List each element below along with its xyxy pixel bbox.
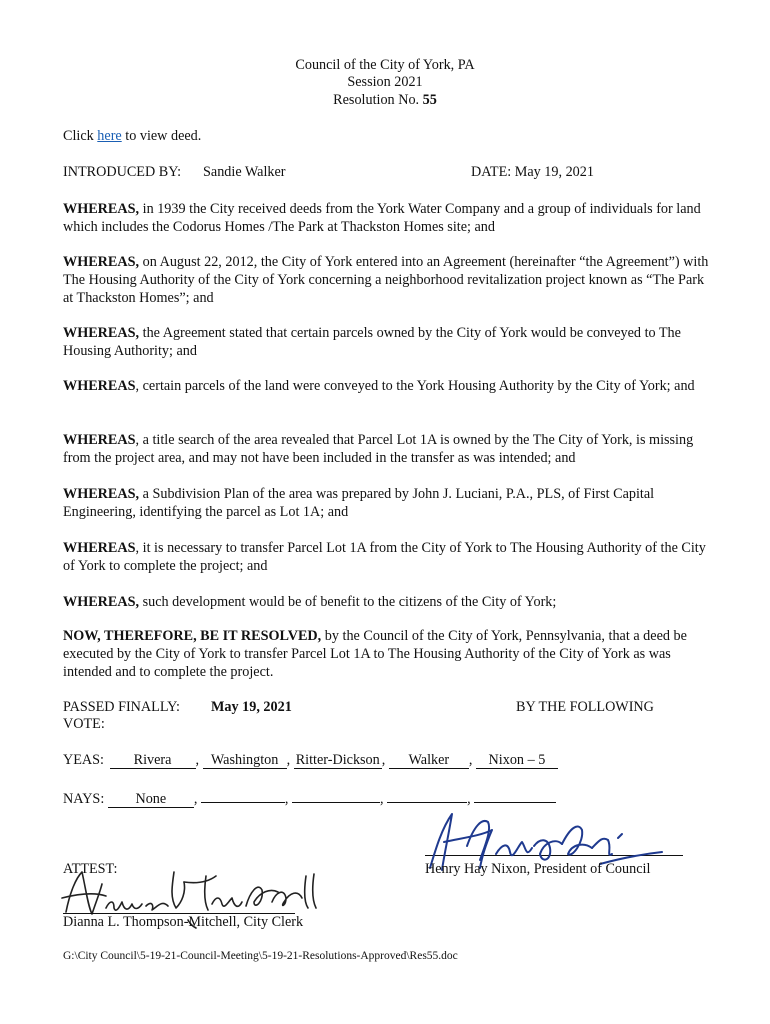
yea-name: Walker [389,753,469,769]
nay-name: None [108,792,194,808]
yea-name: Rivera [110,753,196,769]
by-the-following: BY THE FOLLOWING [516,699,654,715]
nay-name [201,787,285,803]
resolution-number: 55 [422,92,437,108]
nay-name [387,787,467,803]
header-resolution [0,92,770,109]
header-session: Session 2021 [347,74,423,90]
header-council: Council of the City of York, PA [295,57,475,73]
president-name: Henry Hay Nixon, President of Council [425,861,651,877]
attest-label: ATTEST: [63,861,118,877]
yea-name: Washington [203,753,287,769]
yeas-label: YEAS: [63,752,104,768]
resolved-paragraph: NOW, THEREFORE, BE IT RESOLVED, by the Council of the City of York, Pennsylvania, that a deed be executed by the City of York to transfer Parcel Lot 1A to The Housing Authority of the City of York as was intended and to complete the project. [63,628,687,680]
nays-label: NAYS: [63,791,105,807]
resolution-label: Resolution No. [333,92,423,108]
deed-link[interactable]: here [97,128,122,144]
whereas-paragraph: WHEREAS, certain parcels of the land were conveyed to the York Housing Authority by the City of York; and [63,378,695,394]
yea-name: Ritter-Dickson [295,752,380,768]
document-path: G:\City Council\5-19-21-Council-Meeting\5-19-21-Resolutions-Approved\Res55.doc [63,950,458,962]
clerk-name: Dianna L. Thompson-Mitchell, City Clerk [63,914,304,930]
introduced-label: INTRODUCED BY: [63,164,182,180]
whereas-paragraph: WHEREAS, a Subdivision Plan of the area was prepared by John J. Luciani, P.A., PLS, of First Capital Engineering, identifying the parcel as Lot 1A; and [63,486,655,520]
passed-label: PASSED FINALLY: [63,699,180,715]
whereas-paragraph: WHEREAS, it is necessary to transfer Parcel Lot 1A from the City of York to The Housing Authority of the City of York to complete the project; and [63,540,706,574]
whereas-paragraph: WHEREAS, such development would be of benefit to the citizens of the City of York; [63,594,557,610]
nay-name [474,787,556,803]
yea-name: Nixon – 5 [476,753,558,769]
introduced-name: Sandie Walker [203,164,286,180]
nays-row: NAYS: None , , , , [63,787,556,808]
passed-date: May 19, 2021 [211,699,292,715]
deed-line: Click here to view deed. [63,128,202,144]
whereas-paragraph: WHEREAS, a title search of the area revealed that Parcel Lot 1A is owned by the The City of York, is missing from the project area, and may not have been included in the transfer as was intended; and [63,432,694,466]
vote-label: VOTE: [63,716,105,732]
yeas-row: YEAS: Rivera , Washington , Ritter-Dickson , Walker , Nixon – 5 [63,752,558,769]
introduced-date: DATE: May 19, 2021 [471,164,594,180]
nay-name [292,787,380,803]
whereas-paragraph: WHEREAS, on August 22, 2012, the City of York entered into an Agreement (hereinafter “the Agreement”) with The Housing Authority of the City of York concerning a neighborhood revitalization project known as “The Park at Thackston Homes”; and [63,254,709,306]
whereas-paragraph: WHEREAS, the Agreement stated that certain parcels owned by the City of York would be conveyed to The Housing Authority; and [63,325,681,359]
whereas-paragraph: WHEREAS, in 1939 the City received deeds from the York Water Company and a group of individuals for land which includes the Codorus Homes /The Park at Thackston Homes site; and [63,201,701,235]
